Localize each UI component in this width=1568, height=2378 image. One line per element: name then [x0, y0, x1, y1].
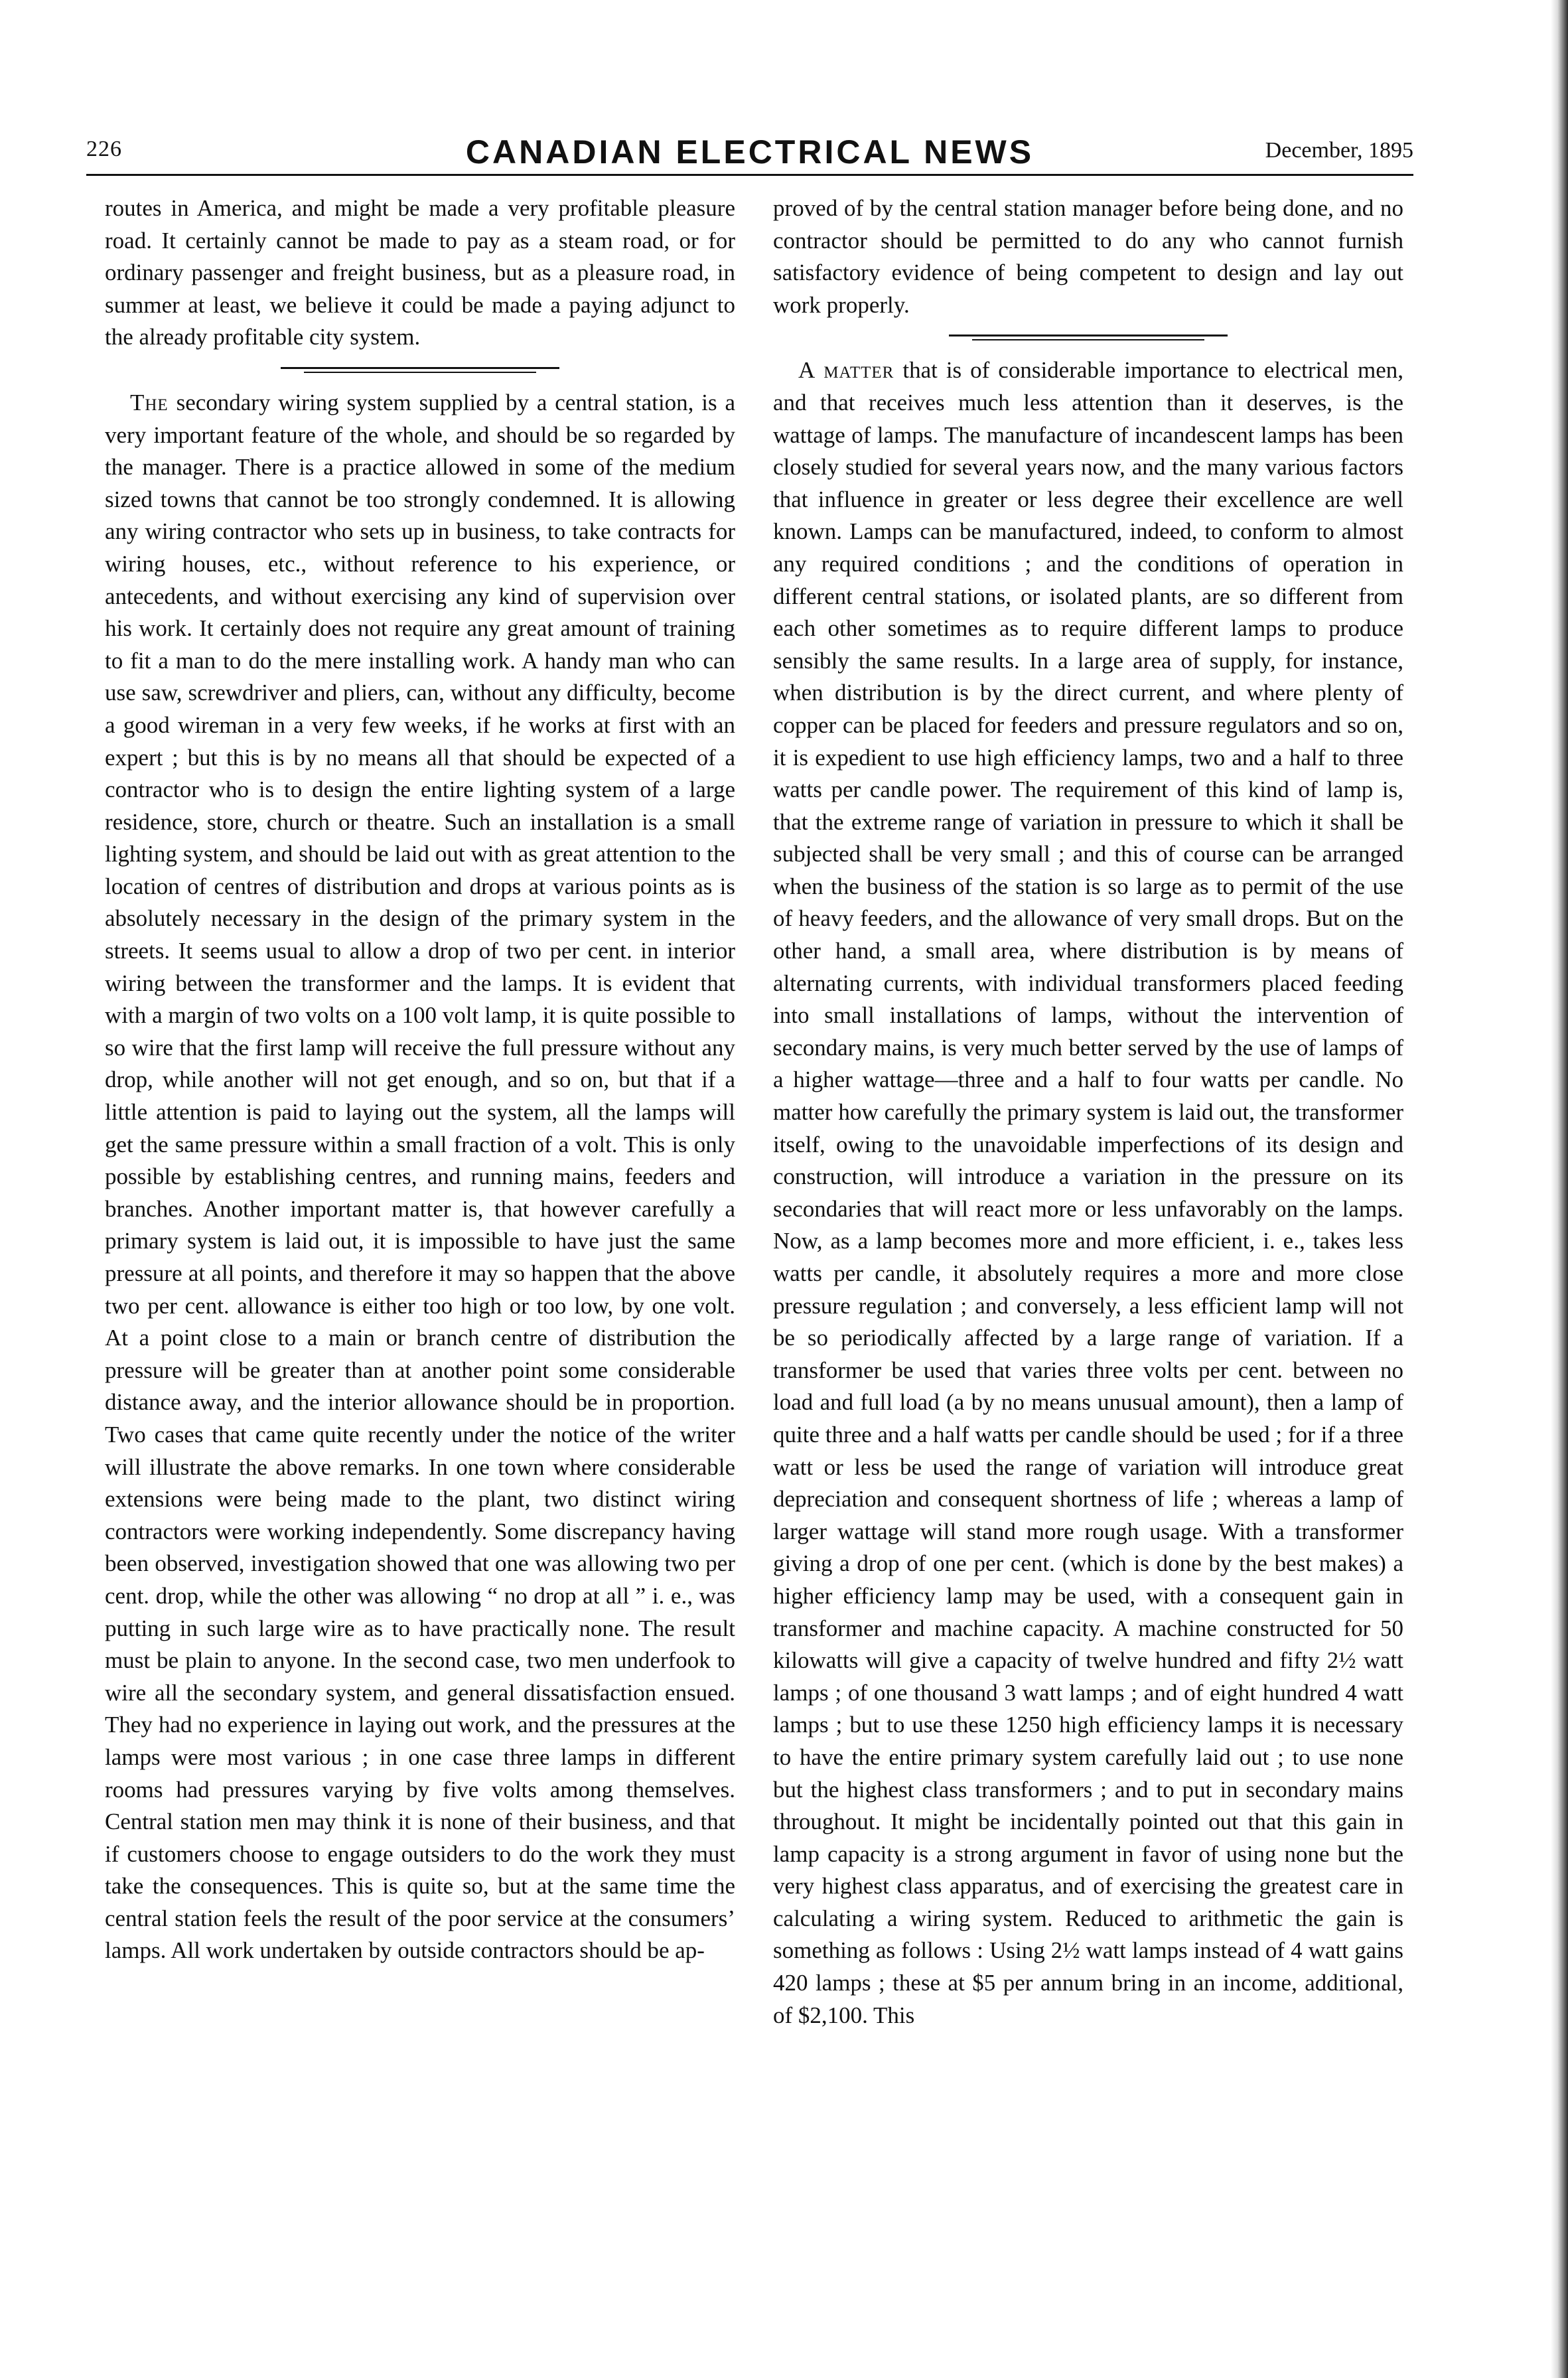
paragraph-lamp-wattage — [773, 354, 1403, 2032]
paragraph-body: that is of considerable importance to electrical men, and that receives much less attention than it deserves, is the wattage of lamps. The manufacture of incandescent lamps has been closely studied for several years now, and the many various factors that influence in greater or less degree their excellence are well known. Lamps can be manufactured, indeed, to conform to almost any required conditions ; and the conditions of operation in different central stations, or isolated plants, are so different from each other sometimes as to require different lamps to produce sensibly the same results. In a large area of supply, for instance, when distribution is by the direct current, and where plenty of copper can be placed for feeders and pressure regulators and so on, it is expedient to use high efficiency lamps, two and a half to three watts per candle power. The requirement of this kind of lamp is, that the extreme range of variation in pressure to which it shall be subjected shall be very small ; and this of course can be arranged when the business of the station is so large as to permit of the use of heavy feeders, and the allowance of very small drops. But on the other hand, a small area, where distribution is by means of alternating currents, with individual transformers placed feeding into small installations of lamps, without the intervention of secondary mains, is very much better served by the use of lamps of a higher wattage—three and a half to four watts per candle. No matter how carefully the primary system is laid out, the transformer itself, owing to the unavoidable imperfections of its design and construction, will introduce a variation in the pressure on its secondaries that will react more or less unfavorably on the lamps. Now, as a lamp becomes more and more efficient, i. e., takes less watts per candle, it absolutely requires a more and more close pressure regulation ; and conversely, a less efficient lamp will not be so periodically affected by a large range of variation. If a transformer be used that varies three volts per cent. between no load and full load (a by no means unusual amount), then a lamp of quite three and a half watts per candle should be used ; for if a three watt or less be used the range of variation will introduce great depreciation and consequent shortness of life ; whereas a lamp of larger wattage will stand more rough usage. With a transformer giving a drop of one per cent. (which is done by the best makes) a higher efficiency lamp may be used, with a consequent gain in transformer and machine capacity. A machine constructed for 50 kilowatts will give a capacity of twelve hundred and fifty 2½ watt lamps ; of one thousand 3 watt lamps ; and of eight hundred 4 watt lamps ; but to use these 1250 high efficiency lamps it is necessary to have the entire primary system carefully laid out ; to use none but the highest class transformers ; and to put in secondary mains throughout. It might be incidentally pointed out that this gain in lamp capacity is a strong argument in favor of using none but the very highest class apparatus, and of exercising the greatest care in calculating a wiring system. Reduced to arithmetic the gain is something as follows : Using 2½ watt lamps instead of 4 watt gains 420 lamps ; these at $5 per annum bring in an income, additional, of $2,100. This — [773, 357, 1403, 2028]
left-column — [105, 192, 735, 1967]
paragraph-continued: proved of by the central station manager before being done, and no contractor should be permitted to do any who cannot furnish satisfactory evidence of being competent to design and lay out work properly. — [773, 195, 1403, 318]
right-column — [773, 192, 1403, 2032]
masthead-title: CANADIAN ELECTRICAL NEWS — [465, 133, 1034, 171]
page-edge-shadow — [1551, 0, 1568, 2378]
paragraph-body: secondary wiring system supplied by a central station, is a very important feature of the whole, and should be so regarded by the manager. There is a practice allowed in some of the medium sized towns that cannot be too strongly condemned. It is allowing any wiring contractor who sets up in business, to take contracts for wiring houses, etc., without reference to his experience, or antecedents, and without exercising any kind of supervision over his work. It certainly does not require any great amount of training to fit a man to do the mere installing work. A handy man who can use saw, screwdriver and pliers, can, without any difficulty, become a good wireman in a very few weeks, if he works at first with an expert ; but this is by no means all that should be expected of a contractor who is to design the entire lighting system of a large residence, store, church or theatre. Such an installation is a small lighting system, and should be laid out with as great attention to the location of centres of distribution and drops at various points as is absolutely necessary in the design of the primary system in the streets. It seems usual to allow a drop of two per cent. in interior wiring between the transformer and the lamps. It is evident that with a margin of two volts on a 100 volt lamp, it is quite possible to so wire that the first lamp will receive the full pressure without any drop, while another will not get enough, and so on, but that if a little attention is paid to laying out the system, all the lamps will get the same pressure within a small fraction of a volt. This is only possible by establishing centres, and running mains, feeders and branches. Another important matter is, that however carefully a primary system is laid out, it is impossible to have just the same pressure at all points, and therefore it may so happen that the above two per cent. allowance is either too high or too low, by one volt. At a point close to a main or branch centre of distribution the pressure will be greater than at another point some considerable distance away, and the interior allowance should be in proportion. Two cases that came quite recently under the notice of the writer will illustrate the above remarks. In one town where considerable extensions were being made to the plant, two distinct wiring contractors were working independently. Some discrepancy having been observed, investigation showed that one was allowing two per cent. drop, while the other was allowing “ no drop at all ” i. e., was putting in such large wire as to have practically none. The result must be plain to anyone. In the second case, two men underfook to wire all the secondary system, and general dissatisfaction ensued. They had no experience in laying out work, and the pressures at the lamps were most various ; in one case three lamps in different rooms had pressures varying by five volts among themselves. Central station men may think it is none of their business, and that if customers choose to engage outsiders to do the work they must take the consequences. This is quite so, but at the same time the central station feels the result of the poor service at the consumers’ lamps. All work undertaken by outside contractors should be ap- — [105, 389, 736, 1964]
page-number: 226 — [86, 137, 122, 161]
corner-scan-speck — [0, 0, 60, 13]
paragraph-routes: routes in America, and might be made a very profitable pleasure road. It certainly cannot be made to pay as a steam road, or for ordinary passenger and freight business, but as a pleasure road, in summer at least, we believe it could be made a paying adjunct to the already profitable city system. — [105, 195, 735, 350]
section-divider — [773, 321, 1403, 354]
paragraph-secondary-wiring — [105, 387, 735, 1967]
paragraph-lead-word: A matter — [798, 357, 894, 384]
page-header — [86, 133, 1413, 176]
paragraph-lead-word: The — [130, 389, 169, 415]
section-divider — [105, 354, 735, 387]
issue-date: December, 1895 — [1265, 138, 1413, 163]
